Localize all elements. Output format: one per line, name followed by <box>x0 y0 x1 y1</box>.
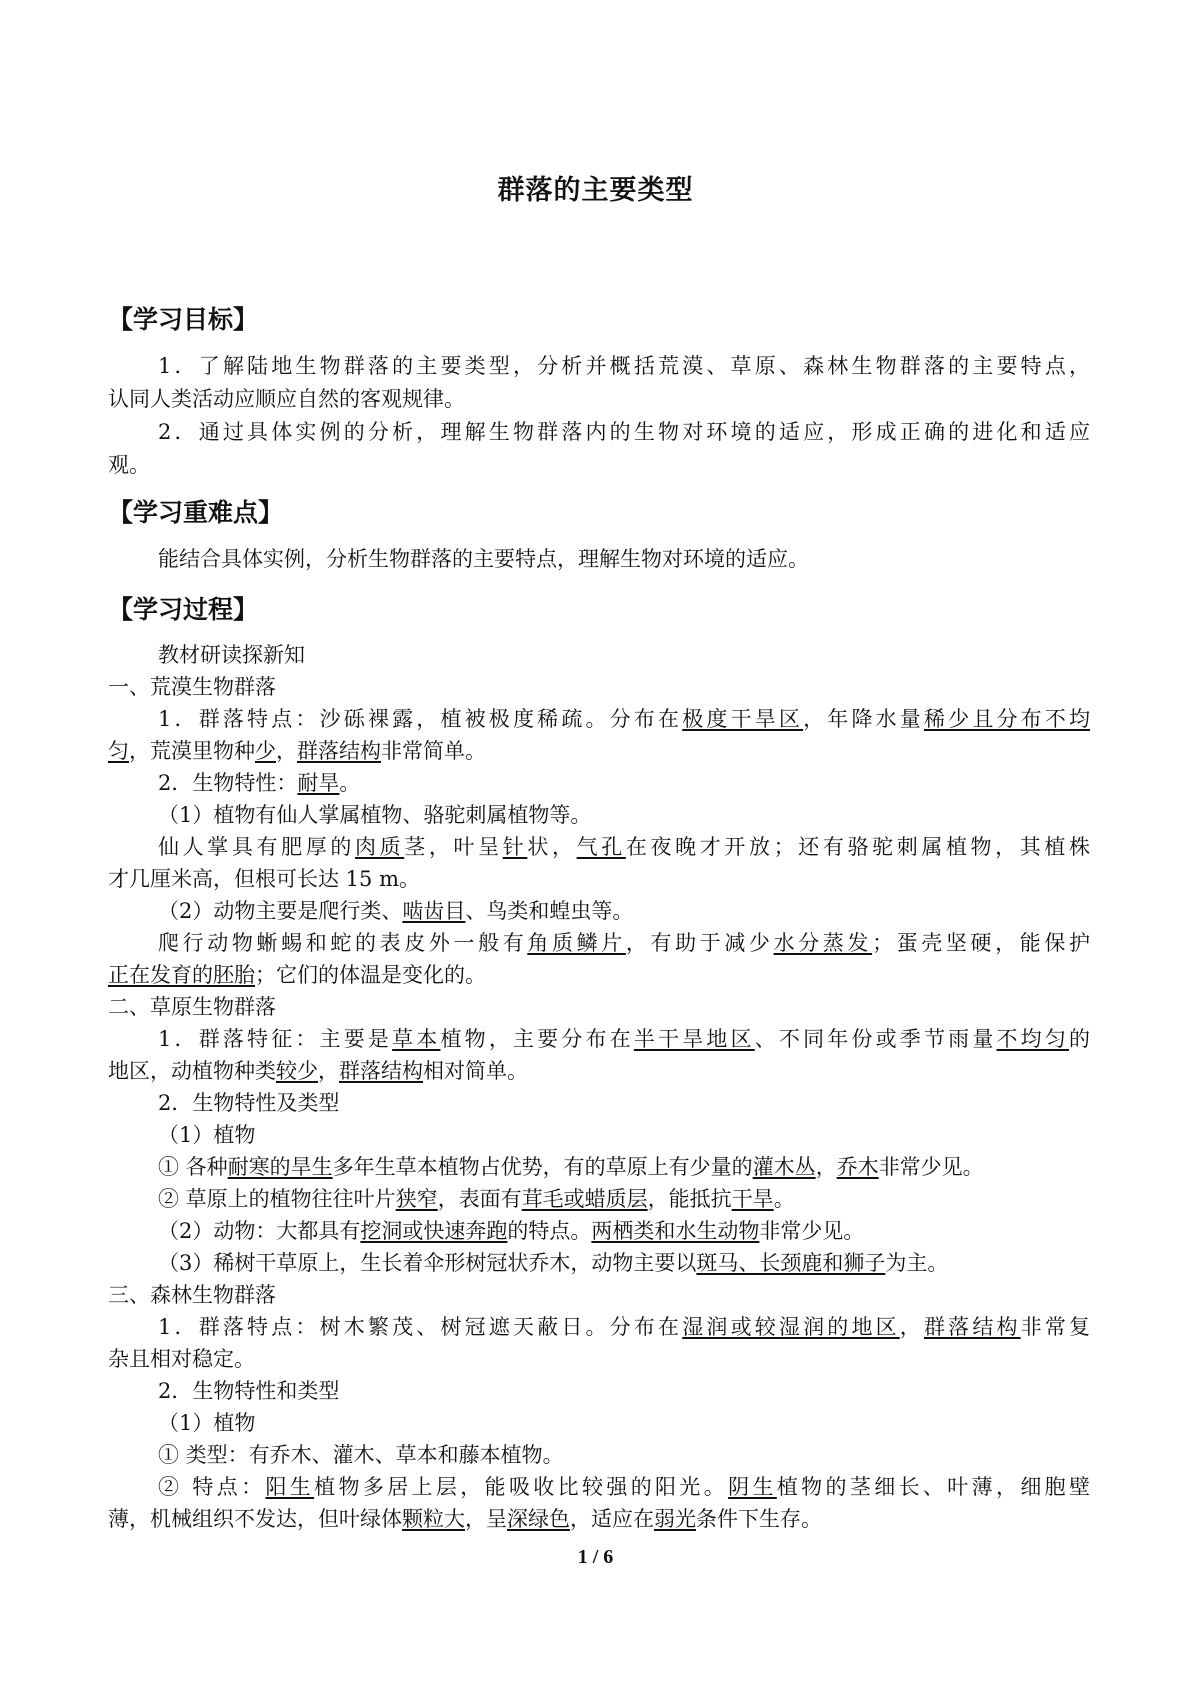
page-number <box>0 1546 1191 1569</box>
objective-line: 2．通过具体实例的分析，理解生物群落内的生物对环境的适应，形成正确的进化和适应 <box>158 420 1090 444</box>
paragraph-line: （1）植物有仙人掌属植物、骆驼刺属植物等。 <box>158 803 592 827</box>
paragraph-line: （2）动物：大都具有挖洞或快速奔跑的特点。两栖类和水生动物非常少见。 <box>158 1219 865 1243</box>
subsection-heading-grassland: 二、草原生物群落 <box>108 995 276 1019</box>
paragraph-line: 薄，机械组织不发达，但叶绿体颗粒大，呈深绿色，适应在弱光条件下生存。 <box>108 1507 822 1531</box>
paragraph-line: ① 各种耐寒的旱生多年生草本植物占优势，有的草原上有少量的灌木丛，乔木非常少见。 <box>158 1155 984 1179</box>
paragraph-line: （1）植物 <box>158 1411 256 1435</box>
objective-line: 认同人类活动应顺应自然的客观规律。 <box>108 387 465 411</box>
keypoint-line: 能结合具体实例，分析生物群落的主要特点，理解生物对环境的适应。 <box>158 547 809 571</box>
paragraph-line: 匀，荒漠里物种少，群落结构非常简单。 <box>108 739 486 763</box>
total-pages: 6 <box>603 1546 614 1568</box>
objective-line: 观。 <box>108 453 150 477</box>
paragraph-line: （2）动物主要是爬行类、啮齿目、鸟类和蝗虫等。 <box>158 899 634 923</box>
page-title: 群落的主要类型 <box>497 175 694 206</box>
paragraph-line: 爬行动物蜥蜴和蛇的表皮外一般有角质鳞片，有助于减少水分蒸发；蛋壳坚硬，能保护 <box>158 931 1091 955</box>
current-page: 1 <box>577 1546 588 1568</box>
paragraph-line: 才几厘米高，但根可长达 15 m。 <box>108 867 420 891</box>
paragraph-line: 杂且相对稳定。 <box>108 1347 255 1371</box>
subsection-heading-desert: 一、荒漠生物群落 <box>108 675 276 699</box>
section-heading-process: 【学习过程】 <box>108 595 259 624</box>
paragraph-line: 2．生物特性和类型 <box>158 1379 340 1403</box>
paragraph-line: ② 草原上的植物往往叶片狭窄，表面有茸毛或蜡质层，能抵抗干旱。 <box>158 1187 795 1211</box>
paragraph-line: 1．群落特点：树木繁茂、树冠遮天蔽日。分布在湿润或较湿润的地区，群落结构非常复 <box>158 1315 1091 1339</box>
paragraph-line: 2．生物特性：耐旱。 <box>158 771 361 795</box>
process-intro: 教材研读探新知 <box>158 643 305 667</box>
paragraph-line: 仙人掌具有肥厚的肉质茎，叶呈针状，气孔在夜晚才开放；还有骆驼刺属植物，其植株 <box>158 835 1091 859</box>
paragraph-line: 正在发育的胚胎；它们的体温是变化的。 <box>108 963 486 987</box>
section-heading-keypoints: 【学习重难点】 <box>108 498 284 527</box>
paragraph-line: 1．群落特点：沙砾裸露，植被极度稀疏。分布在极度干旱区，年降水量稀少且分布不均 <box>158 707 1091 731</box>
page-separator: / <box>587 1546 604 1568</box>
paragraph-line: 1．群落特征：主要是草本植物，主要分布在半干旱地区、不同年份或季节雨量不均匀的 <box>158 1027 1091 1051</box>
objective-line: 1．了解陆地生物群落的主要类型，分析并概括荒漠、草原、森林生物群落的主要特点， <box>158 354 1090 378</box>
paragraph-line: （3）稀树干草原上，生长着伞形树冠状乔木，动物主要以斑马、长颈鹿和狮子为主。 <box>158 1251 949 1275</box>
paragraph-line: 地区，动植物种类较少，群落结构相对简单。 <box>108 1059 528 1083</box>
section-heading-objectives: 【学习目标】 <box>108 305 259 334</box>
paragraph-line: （1）植物 <box>158 1123 256 1147</box>
paragraph-line: 2．生物特性及类型 <box>158 1091 340 1115</box>
paragraph-line: ① 类型：有乔木、灌木、草本和藤本植物。 <box>158 1443 564 1467</box>
subsection-heading-forest: 三、森林生物群落 <box>108 1283 276 1307</box>
paragraph-line: ② 特点：阳生植物多居上层，能吸收比较强的阳光。阴生植物的茎细长、叶薄，细胞壁 <box>158 1475 1091 1499</box>
